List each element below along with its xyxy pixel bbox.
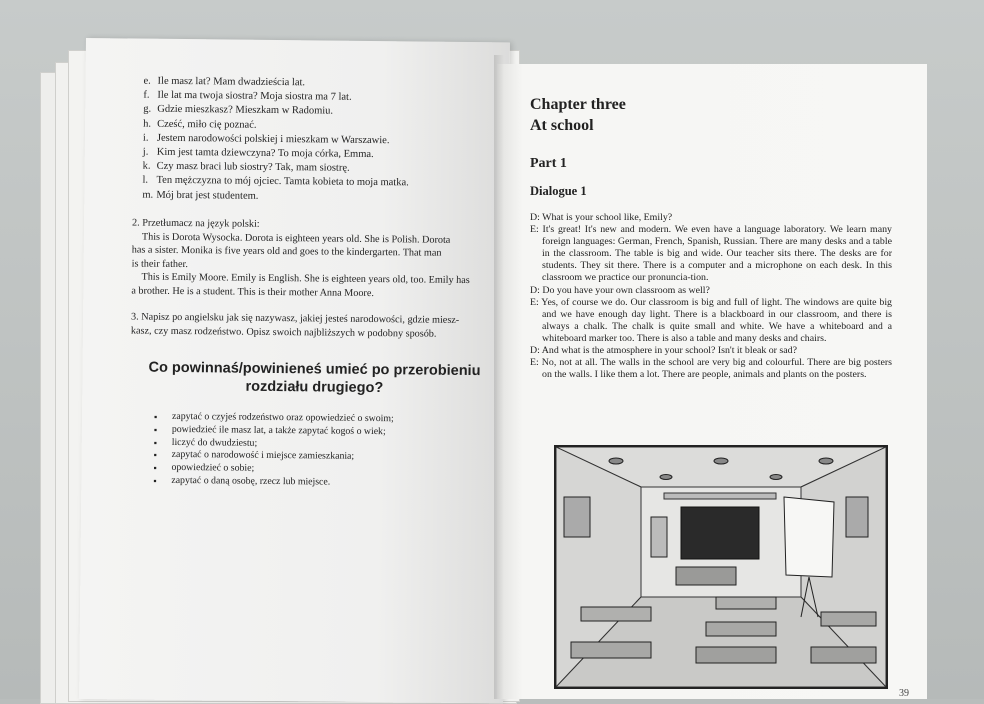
dialogue-line: E: No, not at all. The walls in the school are very big and colourful. There are big posters on the walls. I like them a lot. There are people, animals and plants on the posters. [530,357,892,381]
left-page [79,38,510,703]
task-3 [131,310,491,341]
task-3-line: 3. Napisz po angielsku jak się nazywasz, jakiej jesteś narodowości, gdzie miesz- [131,311,460,326]
task-2-heading: 2. Przetłumacz na język polski: [132,217,260,230]
right-page [497,64,927,699]
list-item: f. Ile lat ma twoja siostra? Moja siostra ma 7 lat. [143,89,352,103]
task-2-line: a brother. He is a student. This is their mother Anna Moore. [131,284,374,299]
dialogue-line: E: Yes, of course we do. Our classroom is big and full of light. The windows are quite big and we have enough day light. There is a blackboard in our classroom, and there is always a chalk. The chalk is quite small and white. We have a whiteboard and a whiteboard marker too. There is also a table and many desks and chairs. [530,296,892,344]
task-2-line: is their father. [131,257,188,270]
task-2-line: has a sister. Monika is five years old and goes to the kindergarten. That man [131,244,442,259]
page-number: 39 [899,688,909,699]
exercise-list [142,75,483,206]
task-2-line: This is Emily Moore. Emily is English. She is eighteen years old, too. Emily has [141,271,470,287]
book-gutter [494,55,504,699]
list-item: ▪ zapytać o daną osobę, rzecz lub miejsce. [153,475,473,491]
list-item: e. Ile masz lat? Mam dwadzieścia lat. [143,75,306,89]
part-heading: Part 1 [530,156,567,171]
task-2 [131,216,492,301]
classroom-illustration [554,445,888,689]
task-3-line: kasz, czy masz rodzeństwo. Opisz swoich najbliższych w podobny sposób. [130,324,437,340]
list-item: ▪ opowiedzieć o sobie; [153,462,473,478]
list-item: ▪ liczyć do dwudziestu; [154,436,474,452]
summary-heading: Co powinnaś/powinieneś umieć po przerobieniu rozdziału drugiego? [148,359,481,397]
dialogue-text [530,212,892,381]
list-item: j. Kim jest tamta dziewczyna? To moja córka, Emma. [142,146,374,161]
list-item: ▪ powiedzieć ile masz lat, a także zapytać kogoś o wiek; [154,424,474,440]
list-item: m. Mój brat jest studentem. [142,189,259,202]
task-2-line: This is Dorota Wysocka. Dorota is eighteen years old. She is Polish. Dorota [141,231,451,246]
list-item: ▪ zapytać o czyjeś rodzeństwo oraz opowiedzieć o swoim; [154,411,474,427]
list-item: g. Gdzie mieszkasz? Mieszkam w Radomiu. [143,104,334,117]
list-item: i. Jestem narodowości polskiej i mieszkam w Warszawie. [142,132,390,146]
list-item: l. Ten mężczyzna to mój ojciec. Tamta kobieta to moja matka. [142,175,409,189]
dialogue-title: Dialogue 1 [530,184,587,198]
list-item: k. Czy masz braci lub siostry? Tak, mam siostrę. [142,160,350,174]
dialogue-line: D: Do you have your own classroom as well? [530,284,710,296]
dialogue-line: D: And what is the atmosphere in your school? Isn't it bleak or sad? [530,345,797,357]
list-item: ▪ zapytać o narodowość i miejsce zamieszkania; [154,449,474,465]
list-item: h. Cześć, miło cię poznać. [143,118,257,131]
classroom-drawing [556,447,886,687]
summary-list [153,411,474,491]
chapter-title: Chapter three At school [530,96,626,134]
dialogue-line: D: What is your school like, Emily? [530,212,673,223]
dialogue-line: E: It's great! It's new and modern. We even have a language laboratory. We learn many foreign languages: German, French, Spanish, Russian. There are many desks and a table in the classroom. The table is big and wide. Our teacher sits there. The desks are for students. They sit there. There is a computer and a microphone on each desk. In this classroom we practice our pronuncia-tion. [530,224,892,284]
